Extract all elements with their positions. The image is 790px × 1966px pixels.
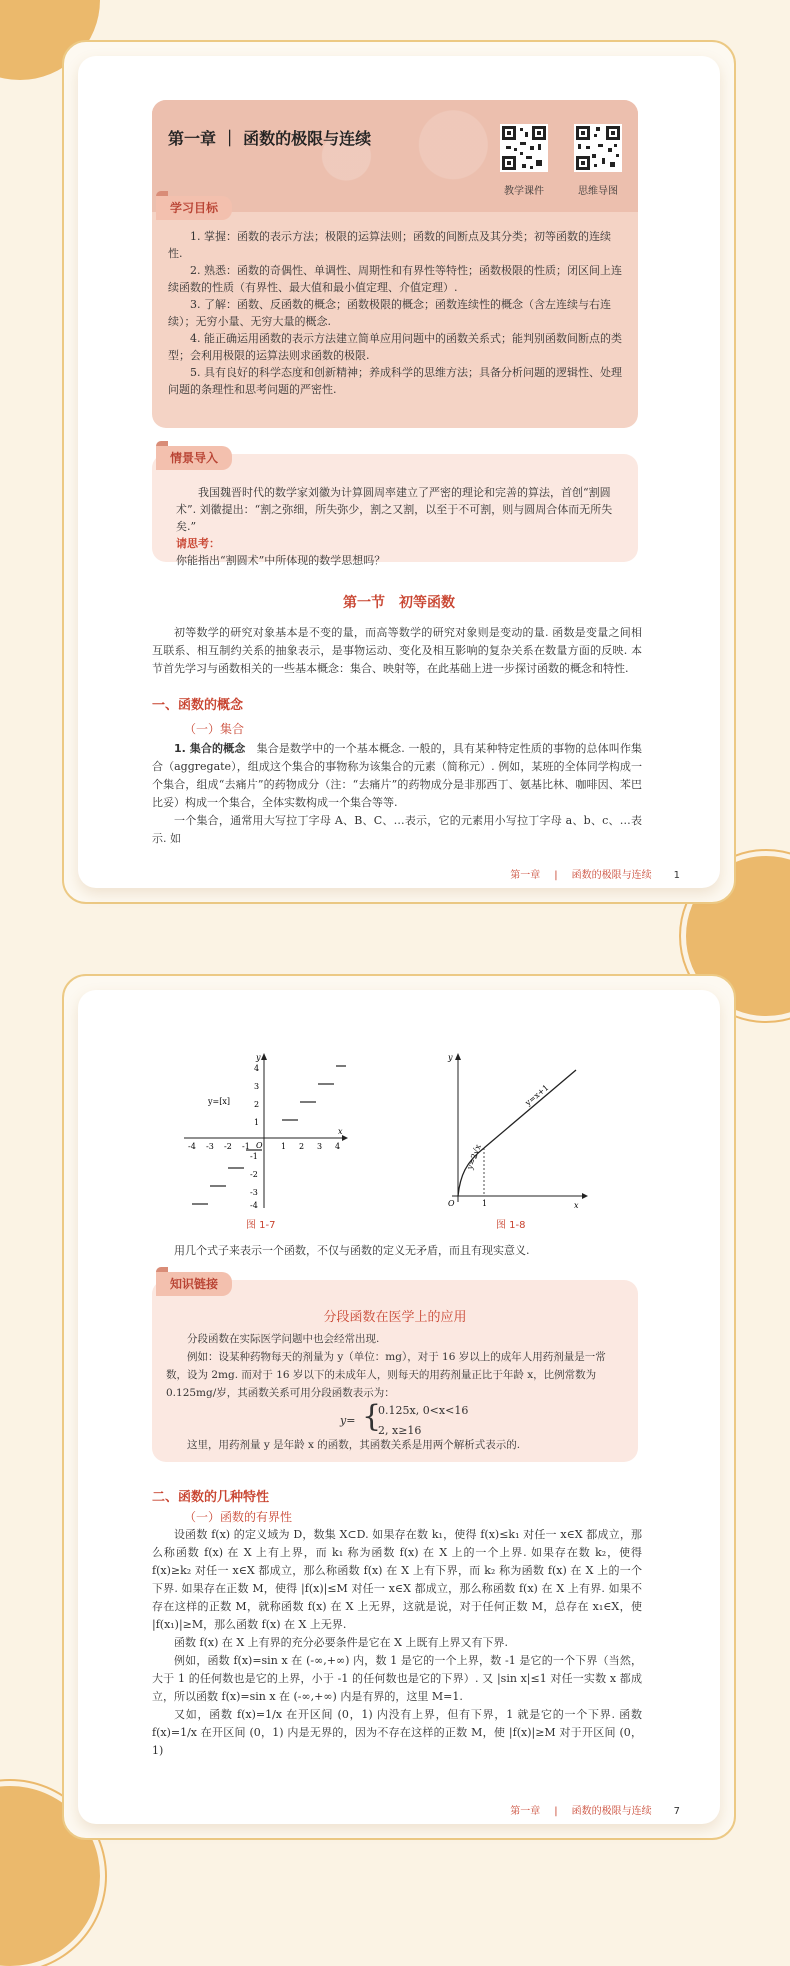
tick-label: -2 — [250, 1170, 258, 1179]
x-axis-arrow — [582, 1193, 588, 1199]
paragraph: 用几个式子来表示一个函数，不仅与函数的定义无矛盾，而且有现实意义. — [174, 1244, 530, 1257]
figure-floor-function — [178, 1050, 348, 1210]
paragraph: 一个集合，通常用大写拉丁字母 A、B、C、…表示，它的元素用小写拉丁字母 a、b、c、…表示. 如 — [152, 814, 642, 845]
paragraph — [152, 740, 642, 812]
link-title: 分段函数在医学上的应用 — [323, 1310, 467, 1325]
intro-question: 你能指出“割圆术”中所体现的数学思想吗？ — [176, 554, 386, 567]
heading-boundedness: （一）函数的有界性 — [184, 1510, 293, 1524]
origin-label: O — [448, 1199, 455, 1208]
formula-brace: { — [362, 1399, 382, 1434]
heading-set: （一）集合 — [184, 722, 245, 736]
floor-steps — [192, 1066, 346, 1204]
y-axis-label: y — [448, 1053, 453, 1062]
page-number: 7 — [673, 1806, 680, 1817]
y-axis-arrow — [455, 1053, 461, 1060]
chapter-title: 第一章 ｜ 函数的极限与连续 — [168, 129, 372, 148]
tick-label: 2 — [299, 1142, 305, 1151]
page-2 — [78, 990, 720, 1824]
paragraph: 这里，用药剂量 y 是年龄 x 的函数，其函数关系是用两个解析式表示的. — [187, 1439, 521, 1451]
label-line: y=x+1 — [523, 1082, 551, 1108]
figure-caption-1-8: 图 1-8 — [496, 1220, 526, 1231]
y-axis-label: y — [256, 1053, 261, 1062]
intro-tag: 情景导入 — [156, 446, 232, 470]
page-footer — [510, 866, 680, 881]
tick-label: -1 — [250, 1152, 258, 1161]
x-axis-label: x — [574, 1201, 579, 1210]
heading-function-concept: 一、函数的概念 — [152, 698, 244, 713]
line-x-plus-1 — [484, 1070, 576, 1148]
paragraph: 例如，函数 f(x)=sin x 在 (-∞,+∞) 内，数 1 是它的一个上界，数 -1 是它的一个下界（当然，大于 1 的任何数也是它的上界，小于 -1 的任何数也是它的下界）. 又 |sin x|≤1 对任一实数 x 都成立，所以函数 f(x)=sin x 在 (-∞,+∞) 内是有界的，这里 M=1. — [152, 1654, 642, 1703]
learning-goals — [168, 228, 624, 398]
goal-item: 1. 掌握：函数的表示方法；极限的运算法则；函数的间断点及其分类；初等函数的连续性. — [168, 230, 611, 260]
goal-item: 4. 能正确运用函数的表示方法建立简单应用问题中的函数关系式；能判别函数间断点的类型；会利用极限的运算法则求函数的极限. — [168, 332, 622, 362]
paragraph: 又如，函数 f(x)=1/x 在开区间 (0，1) 内没有上界，但有下界，1 就是它的一个下界. 函数 f(x)=1/x 在开区间 (0，1) 内是无界的，因为不存在这样的正数 M，使 |f(x)|≥M 对于开区间 (0，1) — [152, 1708, 642, 1757]
formula-case-1: 0.125x, 0<x<16 — [378, 1404, 469, 1417]
goal-item: 5. 具有良好的科学态度和创新精神；养成科学的思维方法；具备分析问题的逻辑性、处理问题的条理性和思考问题的严密性. — [168, 366, 622, 396]
chapter-header-box — [152, 100, 638, 428]
heading-function-properties: 二、函数的几种特性 — [152, 1490, 270, 1505]
paragraph: 例如：设某种药物每天的剂量为 y（单位：mg），对于 16 岁以上的成年人用药剂量是一常数，设为 2mg. 而对于 16 岁以下的未成年人，则每天的用药剂量正比于年龄 x，比例常数为 0.125mg/岁，其函数关系可用分段函数表示为： — [166, 1351, 606, 1399]
origin-label: O — [256, 1141, 263, 1150]
figure-piecewise-sqrt — [438, 1050, 588, 1210]
formula-case-2: 2, x≥16 — [378, 1424, 422, 1437]
link-text-end — [166, 1436, 624, 1454]
footer-title: 函数的极限与连续 — [571, 870, 652, 881]
paragraph: 初等数学的研究对象基本是不变的量，而高等数学的研究对象则是变动的量. 函数是变量之间相互联系、相互制约关系的抽象表示，是事物运动、变化及相互影响的复杂关系在数量方面的反映. 本节首先学习与函数相关的一些基本概念：集合、映射等，在此基础上进一步探讨函数的概念和特性. — [152, 626, 642, 675]
intro-text: 我国魏晋时代的数学家刘徽为计算圆周率建立了严密的理论和完善的算法，首创“割圆术”. 刘徽提出：“割之弥细，所失弥少，割之又割，以至于不可割，则与圆周合体而无所失矣.” — [176, 486, 613, 533]
tick-label: 1 — [482, 1199, 488, 1208]
formula-lhs: y= — [340, 1414, 356, 1427]
scenario-intro-box — [152, 451, 638, 567]
paragraph: 设函数 f(x) 的定义域为 D，数集 X⊂D. 如果存在数 k₁，使得 f(x)≤k₁ 对任一 x∈X 都成立，那么称函数 f(x) 在 X 上有上界，而 k₁ 称为函数 f(x) 在 X 上的一个上界. 如果存在数 k₂，使得 f(x)≥k₂ 对任一 x∈X 都成立，那么称函数 f(x) 在 X 上有下界，而 k₂ 称为函数 f(x) 在 X 上的一个下界. 如果存在正数 M，使得 |f(x)|≤M 对任一 x∈X 都成立，那么称函数 f(x) 在 X 上有界. 如果不存在这样的正数 M，就称函数 f(x) 在 X 上无界，这就是说，对于任何正数 M，总存在 x₁∈X，使 |f(x₁)|≥M，那么函数 f(x) 在 X 上无界. — [152, 1528, 642, 1631]
tick-label: -4 — [250, 1201, 258, 1210]
tick-label: -3 — [206, 1142, 214, 1151]
chapter-banner — [152, 100, 638, 212]
page-card-1 — [62, 40, 736, 904]
label-sqrt: y=2√x — [465, 1143, 483, 1171]
x-axis-label: x — [338, 1127, 343, 1136]
y-axis-arrow — [261, 1053, 267, 1060]
tick-label: 3 — [254, 1082, 260, 1091]
qr-code-icon[interactable] — [574, 124, 622, 172]
qr1-label: 教学课件 — [504, 186, 544, 197]
knowledge-link-box — [152, 1277, 638, 1462]
y-tick-labels — [250, 1064, 259, 1210]
intro-question-label: 请思考： — [176, 537, 220, 550]
paragraph: 函数 f(x) 在 X 上有界的充分必要条件是它在 X 上既有上界又有下界. — [174, 1636, 508, 1649]
goal-item: 3. 了解：函数、反函数的概念；函数极限的概念；函数连续性的概念（含左连续与右连续）；无穷小量、无穷大量的概念. — [168, 298, 611, 328]
tick-label: 3 — [317, 1142, 323, 1151]
page-footer — [510, 1802, 680, 1817]
footer-chapter: 第一章 — [510, 1806, 541, 1817]
term-set-concept: 1. 集合的概念 — [174, 742, 246, 755]
tick-label: 2 — [254, 1100, 260, 1109]
goals-tag: 学习目标 — [156, 196, 232, 220]
page-number: 1 — [673, 870, 680, 881]
intro-text-block — [176, 484, 624, 569]
x-axis-arrow — [342, 1135, 348, 1141]
tick-label: 1 — [254, 1118, 260, 1127]
tick-label: 4 — [335, 1142, 341, 1151]
footer-separator: | — [554, 870, 558, 881]
boundedness-text — [152, 1526, 642, 1760]
tick-label: -3 — [250, 1188, 258, 1197]
tick-label: 1 — [281, 1142, 287, 1151]
tick-label: -1 — [242, 1142, 250, 1151]
qr2-label: 思维导图 — [578, 186, 618, 197]
paragraph-after-figures — [152, 1242, 642, 1260]
paragraph-text: 集合是数学中的一个基本概念. 一般的，具有某种特定性质的事物的总体叫作集合（aggregate），组成这个集合的事物称为该集合的元素（简称元）. 例如，某班的全体同学构成一个集合，组成“去痛片”的药物成分（注：“去痛片”的药物成分是非那西丁、氨基比林、咖啡因、苯巴比妥）构成一个集合，全体实数构成一个集合等等. — [152, 742, 643, 809]
set-definition — [152, 740, 642, 848]
section-intro-paragraph — [152, 624, 642, 678]
footer-chapter: 第一章 — [510, 870, 541, 881]
page-card-2 — [62, 974, 736, 1840]
footer-separator: | — [554, 1806, 558, 1817]
function-label: y=[x] — [208, 1097, 230, 1106]
figure-caption-1-7: 图 1-7 — [246, 1220, 276, 1231]
tick-label: -2 — [224, 1142, 232, 1151]
section-title: 第一节 初等函数 — [343, 595, 455, 611]
footer-title: 函数的极限与连续 — [571, 1806, 652, 1817]
qr-code-icon[interactable] — [500, 124, 548, 172]
tick-label: -4 — [188, 1142, 196, 1151]
link-text — [166, 1330, 624, 1402]
goal-item: 2. 熟悉：函数的奇偶性、单调性、周期性和有界性等特性；函数极限的性质；闭区间上连续函数的性质（有界性、最大值和最小值定理、介值定理）. — [168, 264, 622, 294]
paragraph: 分段函数在实际医学问题中也会经常出现. — [187, 1333, 380, 1345]
tick-label: 4 — [254, 1064, 260, 1073]
page-1 — [78, 56, 720, 888]
link-tag: 知识链接 — [156, 1272, 232, 1296]
